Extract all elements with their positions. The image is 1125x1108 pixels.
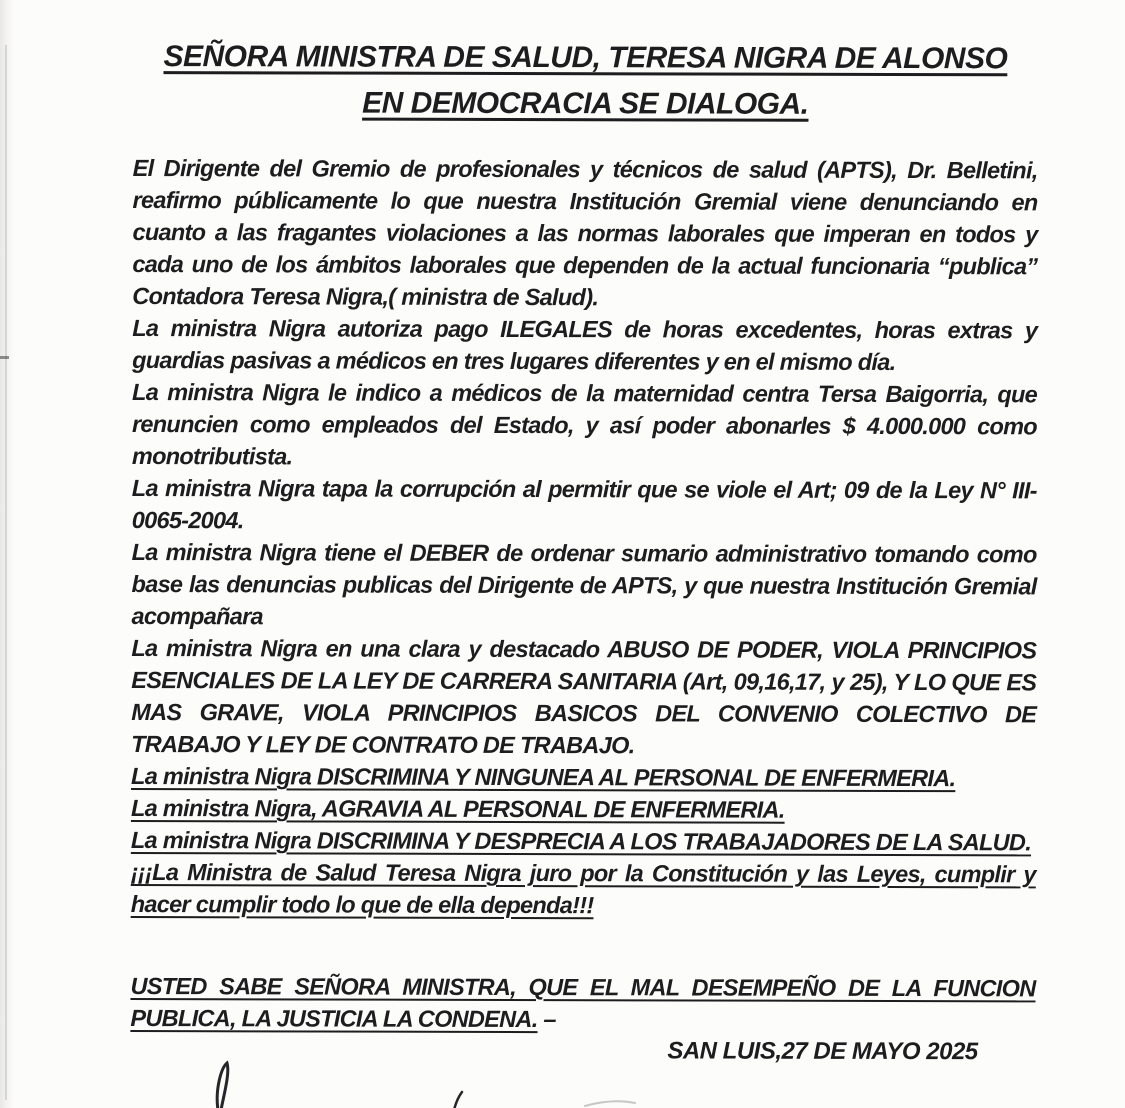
margin-mark (0, 356, 9, 359)
paragraph-10: ¡¡¡La Ministra de Salud Teresa Nigra juro por la Constitución y las Leyes, cumplir y hacer cumplir todo lo que de ella dependa!!! (130, 858, 1036, 919)
paragraph-7: La ministra Nigra DISCRIMINA Y NINGUNEA AL PERSONAL DE ENFERMERIA. (131, 762, 956, 792)
paragraph-9: La ministra Nigra DISCRIMINA Y DESPRECIA A LOS TRABAJADORES DE LA SALUD. (130, 826, 1032, 856)
paragraph-1: El Dirigente del Gremio de profesionales y técnicos de salud (APTS), Dr. Belletini, reafirmo públicamente lo que nuestra Institución Gremial viene denunciando en cuanto a las fragantes violaciones a las normas laborales que imperan en todos y cada uno de los ámbitos laborales que dependen de la actual funcionaria “publica” Contadora Teresa Nigra,( ministra de Salud). (132, 154, 1038, 311)
paragraph-2: La ministra Nigra autoriza pago ILEGALES de horas excedentes, horas extras y guardias pasivas a médicos en tres lugares diferentes y en el mismo día. (132, 314, 1038, 375)
document-title (133, 34, 1038, 128)
scan-edge-line (5, 45, 7, 1100)
paragraph-8: La ministra Nigra, AGRAVIA AL PERSONAL DE ENFERMERIA. (130, 794, 785, 823)
paragraph-5: La ministra Nigra tiene el DEBER de ordenar sumario administrativo tomando como base las denuncias publicas del Dirigente de APTS, y que nuestra Institución Gremial acompañara (131, 538, 1037, 630)
paragraph-3: La ministra Nigra le indico a médicos de la maternidad centra Tersa Baigorria, que renuncien como empleados del Estado, y así poder abonarles $ 4.000.000 como monotributista. (131, 378, 1038, 470)
signature-stroke-loop (217, 1063, 228, 1108)
closing-statement (130, 970, 1035, 1036)
paragraph-4: La ministra Nigra tapa la corrupción al permitir que se viole el Art; 09 de la Ley N° III-0065-2004. (131, 474, 1037, 534)
dateline: SAN LUIS,27 DE MAYO 2025 (667, 1037, 978, 1066)
document-body (131, 152, 1038, 922)
scan-edge-shading (0, 0, 14, 1108)
closing-statement-dash: – (537, 1006, 556, 1033)
document-content (130, 34, 1038, 1068)
closing-statement-text: USTED SABE SEÑORA MINISTRA, QUE EL MAL DESEMPEÑO DE LA FUNCION PUBLICA, LA JUSTICIA LA CONDENA. (130, 972, 1036, 1033)
signature-stroke-tick (454, 1092, 462, 1108)
title-line-1: SEÑORA MINISTRA DE SALUD, TERESA NIGRA DE ALONSO (163, 40, 1008, 76)
signature-stroke-faint (585, 1101, 635, 1106)
title-line-2: EN DEMOCRACIA SE DIALOGA. (362, 86, 809, 121)
closing-section (130, 970, 1035, 1068)
paragraph-6: La ministra Nigra en una clara y destacado ABUSO DE PODER, VIOLA PRINCIPIOS ESENCIALES DE LA LEY DE CARRERA SANITARIA (Art, 09,16,17, y 25), Y LO QUE ES MAS GRAVE, VIOLA PRINCIPIOS BASICOS DEL CONVENIO COLECTIVO DE TRABAJO Y LEY DE CONTRATO DE TRABAJO. (131, 634, 1037, 759)
signature (130, 1060, 690, 1108)
